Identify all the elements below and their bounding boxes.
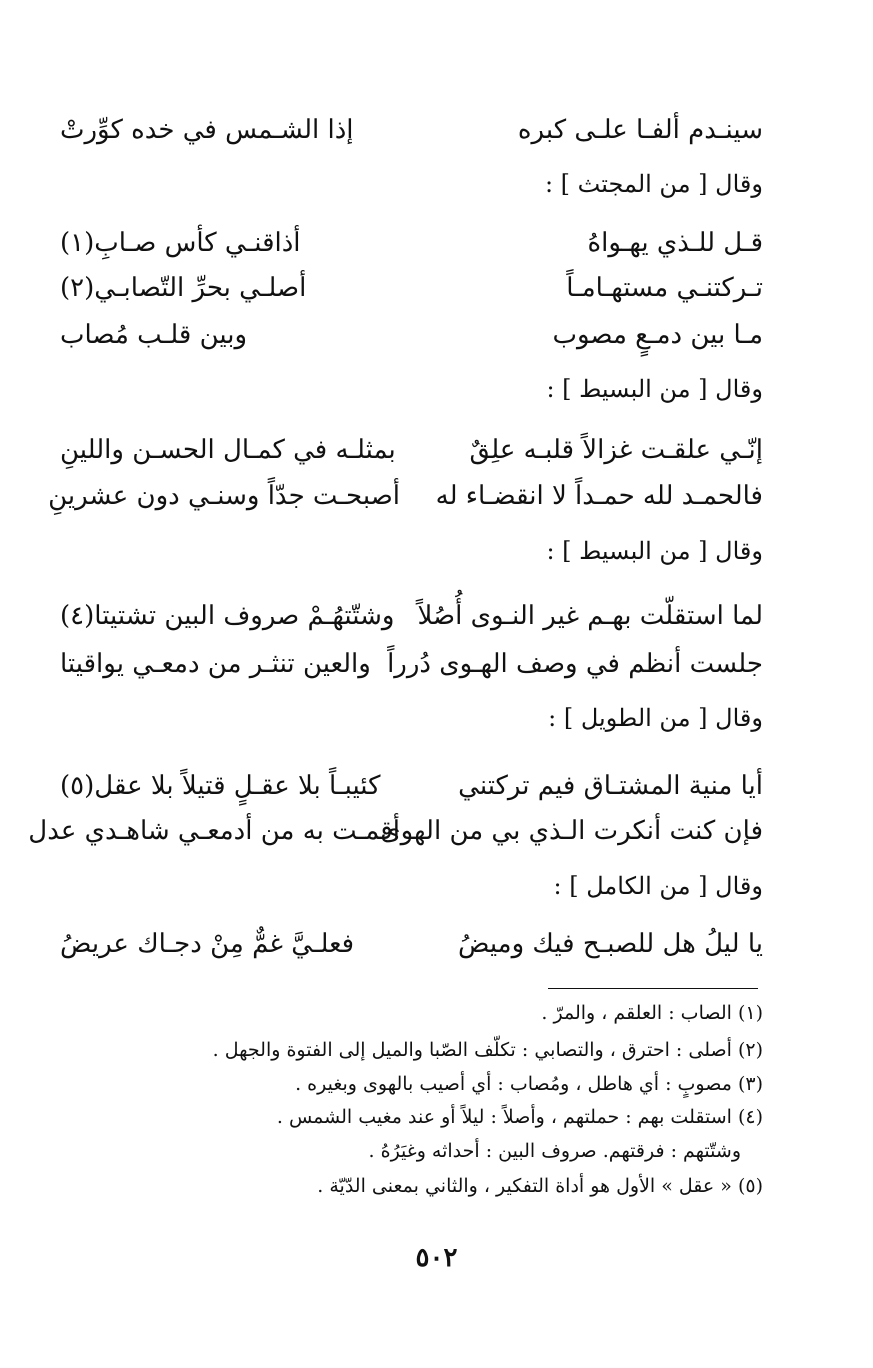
- verse-first-hemistich: إنّـي علقـت غزالاً قلبـه علِقٌ: [469, 435, 763, 465]
- verse-line: [0, 313, 873, 357]
- verse-line: [0, 266, 873, 310]
- footnote-divider: [548, 988, 758, 989]
- verse-line: [0, 474, 873, 518]
- verse-second-hemistich: إذا الشـمس في خده كوِّرتْ: [60, 115, 354, 145]
- poem-heading: وقال [ من البسيط ] :: [546, 537, 763, 565]
- verse-first-hemistich: تـركتنـي مستهـامـاً: [566, 273, 763, 303]
- verse-first-hemistich: فالحمـد لله حمـداً لا انقضـاء له: [435, 481, 763, 511]
- verse-line: [0, 428, 873, 472]
- verse-first-hemistich: يا ليلُ هل للصبـح فيك وميضُ: [457, 929, 763, 959]
- footnote: (١) الصاب : العلقم ، والمرّ .: [541, 1002, 763, 1024]
- poem-heading: وقال [ من البسيط ] :: [546, 375, 763, 403]
- verse-line: [0, 922, 873, 966]
- verse-line: [0, 221, 873, 265]
- verse-first-hemistich: قـل للـذي يهـواهُ: [587, 228, 763, 258]
- verse-first-hemistich: مـا بين دمـعٍ مصوب: [552, 320, 763, 350]
- verse-second-hemistich: كئيبـاً بلا عقـلٍ قتيلاً بلا عقل(٥): [60, 771, 381, 801]
- poem-heading: وقال [ من الطويل ] :: [548, 704, 763, 732]
- poem-heading: وقال [ من الكامل ] :: [553, 872, 763, 900]
- verse-first-hemistich: أيا منية المشتـاق فيم تركتني: [458, 771, 763, 801]
- verse-line: [0, 642, 873, 686]
- verse-line: [0, 108, 873, 152]
- verse-second-hemistich: أصبحـت جدّاً وسنـي دون عشرينِ: [48, 481, 400, 511]
- verse-second-hemistich: أقمـت به من أدمعـي شاهـدي عدل: [28, 816, 400, 846]
- verse-line: [0, 594, 873, 638]
- verse-second-hemistich: بمثلـه في كمـال الحسـن واللينِ: [60, 435, 396, 465]
- footnote: وشتّتهم : فرقتهم. صروف البين : أحداثه وغيَرُهُ .: [368, 1140, 741, 1162]
- verse-line: [0, 764, 873, 808]
- verse-second-hemistich: وبين قلـب مُصاب: [60, 320, 248, 350]
- verse-second-hemistich: أذاقنـي كأس صـابِ(١): [60, 228, 301, 258]
- verse-second-hemistich: فعلـيَّ غمٌّ مِنْ دجـاك عريضُ: [60, 929, 355, 959]
- page-number: ٥٠٢: [415, 1243, 458, 1273]
- verse-first-hemistich: سينـدم ألفـا علـى كبره: [517, 115, 763, 145]
- verse-first-hemistich: فإن كنت أنكرت الـذي بي من الهوى: [380, 816, 763, 846]
- verse-first-hemistich: لما استقلّت بهـم غير النـوى أُصُلاً: [417, 601, 763, 631]
- footnote: (٤) استقلت بهم : حملتهم ، وأصلاً : ليلاً أو عند مغيب الشمس .: [276, 1106, 763, 1128]
- verse-second-hemistich: والعين تنثـر من دمعـي يواقيتا: [60, 649, 371, 679]
- verse-second-hemistich: وشتّتهُـمْ صروف البين تشتيتا(٤): [60, 601, 395, 631]
- verse-first-hemistich: جلست أنظم في وصف الهـوى دُرراً: [387, 649, 763, 679]
- footnote: (٢) أصلى : احترق ، والتصابي : تكلّف الصّبا والميل إلى الفتوة والجهل .: [212, 1039, 763, 1061]
- footnote: (٣) مصوبٍ : أي هاطل ، ومُصاب : أي أصيب بالهوى وبغيره .: [295, 1073, 763, 1095]
- verse-line: [0, 809, 873, 853]
- footnote: (٥) « عقل » الأول هو أداة التفكير ، والثاني بمعنى الدّيّة .: [317, 1175, 763, 1197]
- poem-heading: وقال [ من المجتث ] :: [544, 170, 763, 198]
- verse-second-hemistich: أصلـي بحرِّ التّصابـي(٢): [60, 273, 307, 303]
